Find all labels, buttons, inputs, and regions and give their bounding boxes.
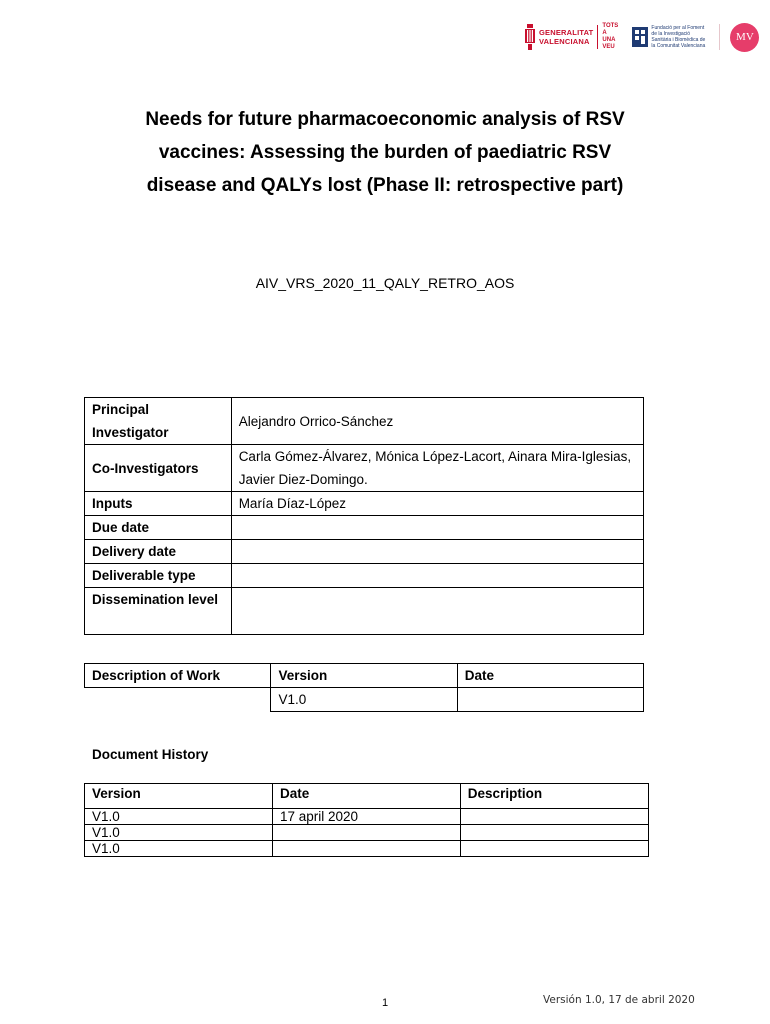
table-row: [85, 841, 649, 857]
version-header: Version: [271, 664, 457, 688]
history-date-cell: [272, 841, 460, 857]
dissemination-level-value: [231, 588, 643, 635]
inputs-label: Inputs: [85, 492, 232, 516]
table-row: [85, 492, 644, 516]
mv-logo: MV: [730, 23, 759, 52]
generalitat-line2: VALENCIANA: [539, 37, 590, 46]
generalitat-logo: [525, 23, 620, 51]
dissemination-level-label: Dissemination level: [85, 588, 232, 635]
table-row: [85, 688, 644, 712]
history-date-cell: [272, 825, 460, 841]
history-version-cell: V1.0: [85, 809, 273, 825]
generalitat-line1: GENERALITAT: [539, 28, 594, 37]
table-row: [85, 664, 644, 688]
description-of-work-header: Description of Work: [85, 664, 271, 688]
history-date-header: Date: [272, 784, 460, 809]
fisabio-text: Fundació per al Foment de la Investigació Sanitària i Biomèdica de la Comunitat Valenciana: [651, 25, 706, 49]
delivery-date-label: Delivery date: [85, 540, 232, 564]
empty-cell: [85, 688, 271, 712]
footer-version-note: Versión 1.0, 17 de abril 2020: [543, 994, 695, 1006]
inputs-value: María Díaz-López: [231, 492, 643, 516]
history-description-header: Description: [460, 784, 648, 809]
due-date-value: [231, 516, 643, 540]
logo-divider: [719, 24, 720, 50]
tots-a-una-veu-logo: TOTS A UNA VEU: [602, 23, 619, 50]
table-row: [85, 564, 644, 588]
deliverable-type-value: [231, 564, 643, 588]
page-number: 1: [382, 997, 389, 1009]
fisabio-emblem-icon: [632, 27, 648, 47]
history-version-cell: V1.0: [85, 825, 273, 841]
document-code: AIV_VRS_2020_11_QALY_RETRO_AOS: [255, 275, 515, 291]
history-version-cell: V1.0: [85, 841, 273, 857]
history-description-cell: [460, 841, 648, 857]
document-history-table: [84, 783, 649, 857]
table-row: [85, 825, 649, 841]
table-row: [85, 588, 644, 635]
table-row: [85, 445, 644, 492]
generalitat-crest-icon: [525, 24, 535, 50]
document-history-title: Document History: [92, 747, 209, 762]
history-version-header: Version: [85, 784, 273, 809]
description-of-work-table: [84, 663, 644, 712]
table-row: [85, 516, 644, 540]
history-description-cell: [460, 809, 648, 825]
principal-investigator-value: Alejandro Orrico-Sánchez: [231, 398, 643, 445]
logo-divider: [597, 25, 598, 49]
table-row: [85, 784, 649, 809]
header-logos: [525, 20, 759, 54]
fisabio-logo: [632, 25, 709, 49]
delivery-date-value: [231, 540, 643, 564]
project-info-table: [84, 397, 644, 635]
due-date-label: Due date: [85, 516, 232, 540]
table-row: [85, 398, 644, 445]
history-date-cell: 17 april 2020: [272, 809, 460, 825]
date-header: Date: [457, 664, 643, 688]
history-description-cell: [460, 825, 648, 841]
table-row: [85, 540, 644, 564]
date-value: [457, 688, 643, 712]
principal-investigator-label: Principal Investigator: [85, 398, 232, 445]
version-value: V1.0: [271, 688, 457, 712]
document-title: Needs for future pharmacoeconomic analysis of RSV vaccines: Assessing the burden of paediatric RSV disease and QALYs lost (Phase II: retrospective part): [145, 109, 625, 196]
table-row: [85, 809, 649, 825]
co-investigators-label: Co-Investigators: [85, 445, 232, 492]
deliverable-type-label: Deliverable type: [85, 564, 232, 588]
co-investigators-value: Carla Gómez-Álvarez, Mónica López-Lacort, Ainara Mira-Iglesias, Javier Diez-Domingo.: [231, 445, 643, 492]
